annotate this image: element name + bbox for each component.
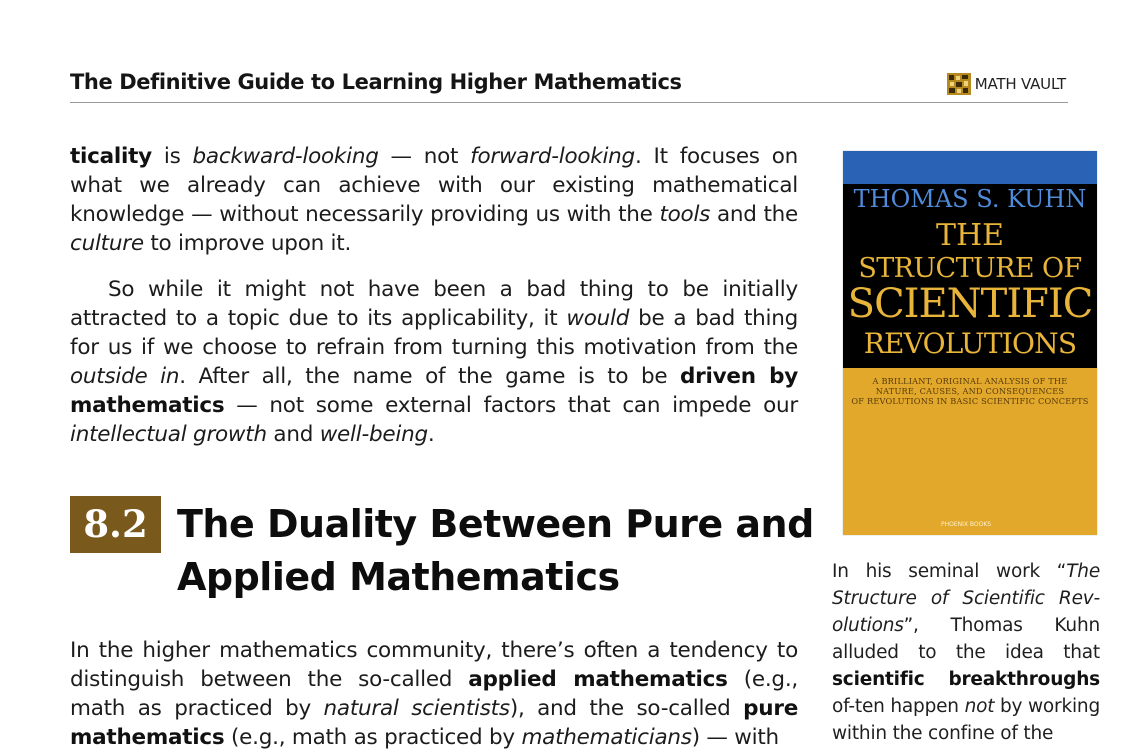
section-title <box>177 498 817 604</box>
cover-publisher: PHOENIX BOOKS <box>941 521 992 528</box>
cover-title-line-3: SCIENTIFIC <box>847 281 1093 327</box>
cover-title-line-2: STRUCTURE OF <box>858 253 1082 284</box>
running-header <box>70 66 1068 103</box>
cover-title-line-1: THE <box>935 218 1005 253</box>
section-title-line-1: The Duality Between Pure and <box>177 502 814 546</box>
book-cover-image <box>843 151 1097 535</box>
brand-name: MATH VAULT <box>974 75 1066 93</box>
section-title-line-2: Applied Mathematics <box>177 555 620 599</box>
cover-author: THOMAS S. KUHN <box>853 185 1087 213</box>
brand <box>947 73 1066 95</box>
paragraph-3: In the higher mathematics community, there’s often a tendency to distinguish between the so-called applied mathematics (e.g., math as practiced by natural scientists), and the so-called pure mathematics (e.g., math as practiced by mathematicians) — with <box>70 638 799 750</box>
paragraph-1: ticality is backward-looking — not forward-looking. It focuses on what we already can achieve with our existing mathematical knowledge — without necessarily providing us with the tools and the culture to improve upon it. <box>70 144 799 256</box>
section-number: 8.2 <box>70 496 161 553</box>
cover-title-line-4: REVOLUTIONS <box>863 327 1077 360</box>
figure-caption: In his seminal work “The Structure of Scientific Rev-olutions”, Thomas Kuhn alluded to the idea that scientific breakthroughs of-ten happen not by working within the confine of the <box>832 561 1100 744</box>
cover-top-band <box>843 151 1097 184</box>
paragraph-2: So while it might not have been a bad thing to be initially attracted to a topic due to its applicability, it would be a bad thing for us if we choose to refrain from turning this motivation from the outside in. After all, the name of the game is to be driven by mathematics — not some external factors that can impede our intellectual growth and well-being. <box>70 277 798 447</box>
running-title: The Definitive Guide to Learning Higher Mathematics <box>70 70 682 94</box>
cover-tagline: A BRILLIANT, ORIGINAL ANALYSIS OF THE NATURE, CAUSES, AND CONSEQUENCES OF REVOLUTIONS IN BASIC SCIENTIFIC CONCEPTS <box>851 376 1089 406</box>
math-vault-logo-icon <box>947 73 971 95</box>
